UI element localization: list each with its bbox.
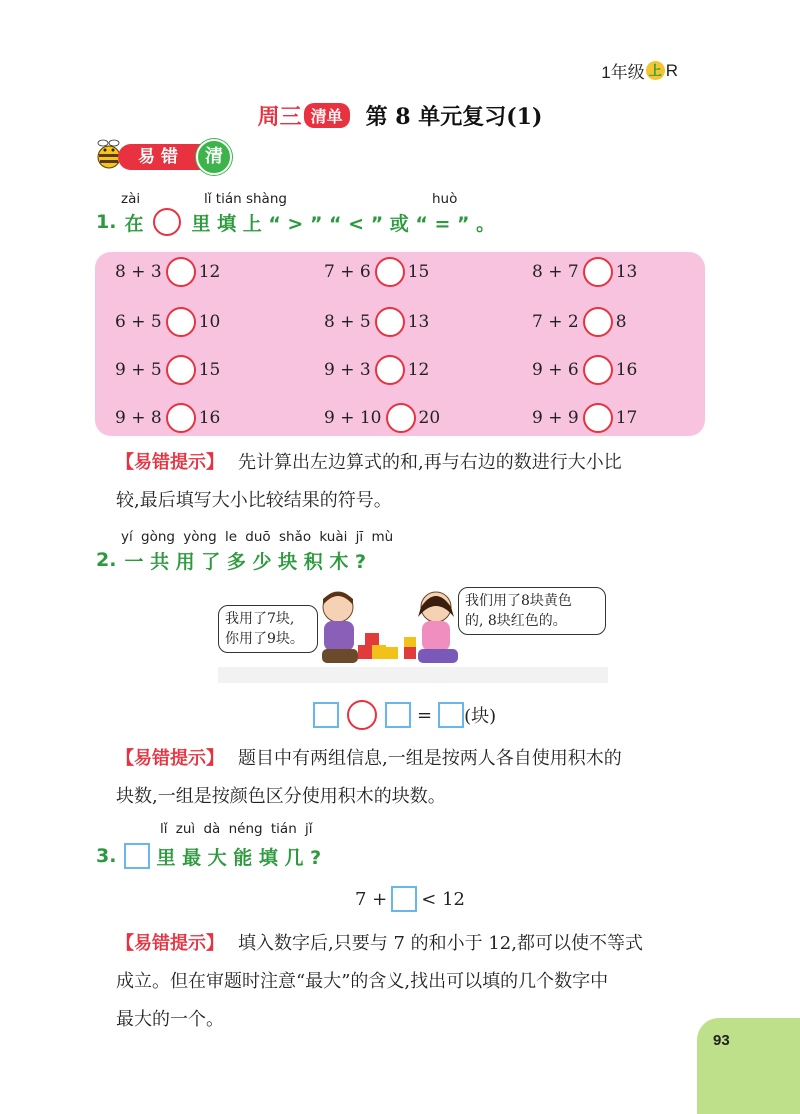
q1-expr [324, 256, 429, 288]
tip-tag: 【易错提示】 [116, 748, 224, 769]
answer-circle[interactable] [583, 307, 613, 337]
badge-circle: 清 [196, 139, 232, 175]
q1-number: 1. [96, 211, 117, 233]
q3-box-sample [124, 843, 150, 869]
answer-box[interactable] [438, 702, 464, 728]
q3-pinyin: lǐ zuì dà néng tián jǐ [160, 821, 313, 837]
expr-right: 17 [615, 408, 638, 428]
q1-expr [115, 306, 220, 338]
expr-right: < 12 [421, 888, 465, 910]
expr-left: 9 + 5 [115, 360, 162, 380]
q1-exercise-box [95, 252, 705, 436]
grade-label [601, 58, 678, 83]
q1-expr [532, 256, 637, 288]
tip-line: 最大的一个。 [116, 1009, 224, 1030]
answer-circle[interactable] [583, 403, 613, 433]
expr-left: 8 + 7 [532, 262, 579, 282]
answer-circle[interactable] [166, 257, 196, 287]
answer-box[interactable] [385, 702, 411, 728]
speech-bubble-boy [218, 605, 318, 653]
grade-text: 1年级 [601, 63, 645, 82]
expr-right: 12 [407, 360, 430, 380]
expr-left: 9 + 6 [532, 360, 579, 380]
title-badge: 清单 [304, 103, 350, 128]
page-number: 93 [713, 1032, 730, 1049]
answer-circle[interactable] [583, 257, 613, 287]
bubble-line: 我们用了8块黄色 [465, 593, 572, 609]
expr-left: 9 + 8 [115, 408, 162, 428]
tip-line: 题目中有两组信息,一组是按两人各自使用积木的 [238, 748, 622, 769]
operator-circle[interactable] [347, 700, 377, 730]
tip-line: 块数,一组是按颜色区分使用积木的块数。 [116, 786, 446, 807]
answer-circle[interactable] [166, 355, 196, 385]
expr-left: 9 + 3 [324, 360, 371, 380]
q3-tip [116, 925, 716, 1039]
q1-circle-sample [153, 208, 181, 236]
q1-tip [116, 444, 716, 520]
q2-equation [313, 699, 496, 731]
badge-label: 易错 [118, 144, 228, 170]
expr-right: 15 [407, 262, 430, 282]
answer-box[interactable] [313, 702, 339, 728]
answer-circle[interactable] [375, 257, 405, 287]
expr-right: 12 [198, 262, 221, 282]
q1-expr [532, 354, 637, 386]
q1-expr [115, 402, 220, 434]
q2-illustration [218, 585, 608, 683]
q1-pinyin-0: zài [121, 191, 141, 207]
q1-expr [115, 354, 220, 386]
expr-right: 10 [198, 312, 221, 332]
q1-text [96, 206, 495, 238]
expr-right: 8 [615, 312, 627, 332]
section-badge [94, 132, 234, 174]
expr-right: 13 [615, 262, 638, 282]
expr-left: 8 + 5 [324, 312, 371, 332]
edition-text: R [665, 60, 678, 80]
expr-right: 15 [198, 360, 221, 380]
tip-tag: 【易错提示】 [116, 452, 224, 473]
grade-badge: 上 [646, 61, 665, 80]
equals-sign: = [417, 704, 433, 726]
q3-inequality [355, 884, 465, 914]
expr-right: 13 [407, 312, 430, 332]
expr-left: 7 + [355, 888, 388, 910]
answer-circle[interactable] [375, 355, 405, 385]
q3-question: 里 最 大 能 填 几 ? [156, 846, 322, 869]
expr-left: 7 + 2 [532, 312, 579, 332]
q2-pinyin: yí gòng yòng le duō shǎo kuài jī mù [121, 529, 394, 545]
title-day: 周三 [257, 104, 302, 130]
q2-number: 2. [96, 549, 117, 571]
expr-left: 8 + 3 [115, 262, 162, 282]
q1-expr [532, 402, 637, 434]
bubble-line: 我用了7块, [225, 611, 295, 627]
q1-expr [324, 402, 440, 434]
q2-question: 一 共 用 了 多 少 块 积 木 ? [124, 550, 367, 573]
tip-line: 填入数字后,只要与 7 的和小于 12,都可以使不等式 [238, 933, 643, 954]
q1-expr [324, 354, 429, 386]
q1-expr [115, 256, 220, 288]
answer-circle[interactable] [166, 403, 196, 433]
unit-label: (块) [464, 706, 497, 727]
q1-part-1: 在 [124, 212, 144, 235]
answer-circle[interactable] [375, 307, 405, 337]
expr-right: 16 [198, 408, 221, 428]
q1-expr [324, 306, 429, 338]
bubble-line: 的, 8块红色的。 [465, 613, 567, 629]
bubble-line: 你用了9块。 [225, 631, 304, 647]
answer-circle[interactable] [386, 403, 416, 433]
q2-tip [116, 740, 716, 816]
q2-text [96, 545, 366, 575]
expr-left: 9 + 10 [324, 408, 382, 428]
expr-left: 9 + 9 [532, 408, 579, 428]
tip-line: 较,最后填写大小比较结果的符号。 [116, 490, 392, 511]
expr-left: 7 + 6 [324, 262, 371, 282]
expr-right: 16 [615, 360, 638, 380]
tip-tag: 【易错提示】 [116, 933, 224, 954]
q1-part-2: 里 填 上 “ > ” “ < ” 或 “ = ” 。 [191, 212, 496, 235]
q1-pinyin-2: huò [432, 191, 458, 207]
q1-expr [532, 306, 627, 338]
expr-left: 6 + 5 [115, 312, 162, 332]
tip-line: 成立。但在审题时注意“最大”的含义,找出可以填的几个数字中 [116, 971, 609, 992]
answer-box[interactable] [391, 886, 417, 912]
tip-line: 先计算出左边算式的和,再与右边的数进行大小比 [238, 452, 622, 473]
expr-right: 20 [418, 408, 441, 428]
speech-bubble-girl [458, 587, 606, 635]
title-unit: 第 8 单元复习(1) [365, 104, 543, 130]
q1-pinyin-1: lǐ tián shàng [204, 191, 287, 207]
answer-circle[interactable] [166, 307, 196, 337]
answer-circle[interactable] [583, 355, 613, 385]
page-title [0, 100, 800, 131]
page-number-tab [697, 1018, 800, 1114]
q3-text [96, 840, 321, 872]
q3-number: 3. [96, 845, 117, 867]
